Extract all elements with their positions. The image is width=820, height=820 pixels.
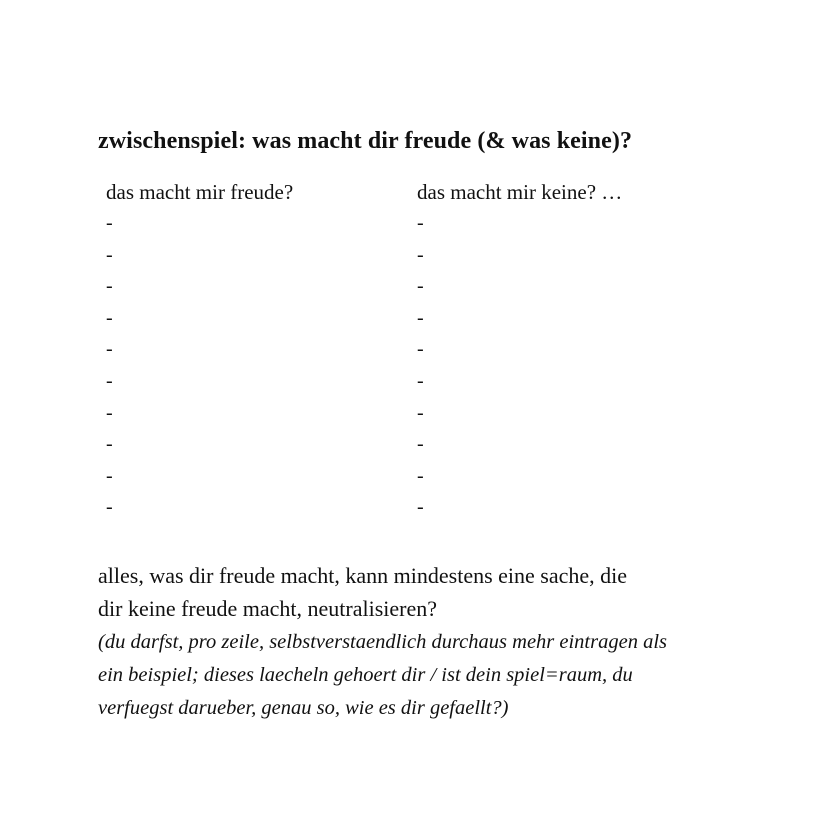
page-title: zwischenspiel: was macht dir freude (& was keine)? [98, 128, 633, 154]
joy-list-item: - [106, 369, 113, 392]
joy-list-item: - [106, 496, 113, 519]
no-joy-list-item: - [417, 243, 424, 266]
joy-column [106, 177, 293, 524]
no-joy-list-item: - [417, 338, 424, 361]
no-joy-column [417, 177, 622, 524]
question-paragraph [98, 559, 718, 625]
no-joy-list-item: - [417, 433, 424, 456]
joy-column-header: das macht mir freude? [106, 180, 294, 204]
joy-list-item: - [106, 243, 113, 266]
note-line: ein beispiel; dieses laecheln gehoert dir / ist dein spiel=raum, du [98, 664, 633, 686]
no-joy-column-header: das macht mir keine? … [417, 180, 623, 204]
no-joy-list-item: - [417, 401, 424, 424]
joy-list-item: - [106, 433, 113, 456]
joy-list-item: - [106, 401, 113, 424]
joy-list-item: - [106, 306, 113, 329]
no-joy-list [417, 208, 622, 524]
no-joy-list-item: - [417, 496, 424, 519]
instruction-note [98, 626, 738, 725]
no-joy-list-item: - [417, 212, 424, 234]
question-line: dir keine freude macht, neutralisieren? [98, 596, 438, 621]
note-line: (du darfst, pro zeile, selbstverstaendlich durchaus mehr eintragen als [98, 631, 668, 653]
joy-list-item: - [106, 338, 113, 361]
no-joy-list-item: - [417, 306, 424, 329]
no-joy-list-item: - [417, 464, 424, 487]
note-line: verfuegst darueber, genau so, wie es dir gefaellt?) [98, 697, 509, 719]
joy-list-item: - [106, 275, 113, 298]
no-joy-list-item: - [417, 369, 424, 392]
question-line: alles, was dir freude macht, kann mindestens eine sache, die [98, 563, 628, 588]
joy-list [106, 208, 293, 524]
joy-list-item: - [106, 212, 113, 234]
no-joy-list-item: - [417, 275, 424, 298]
joy-list-item: - [106, 464, 113, 487]
